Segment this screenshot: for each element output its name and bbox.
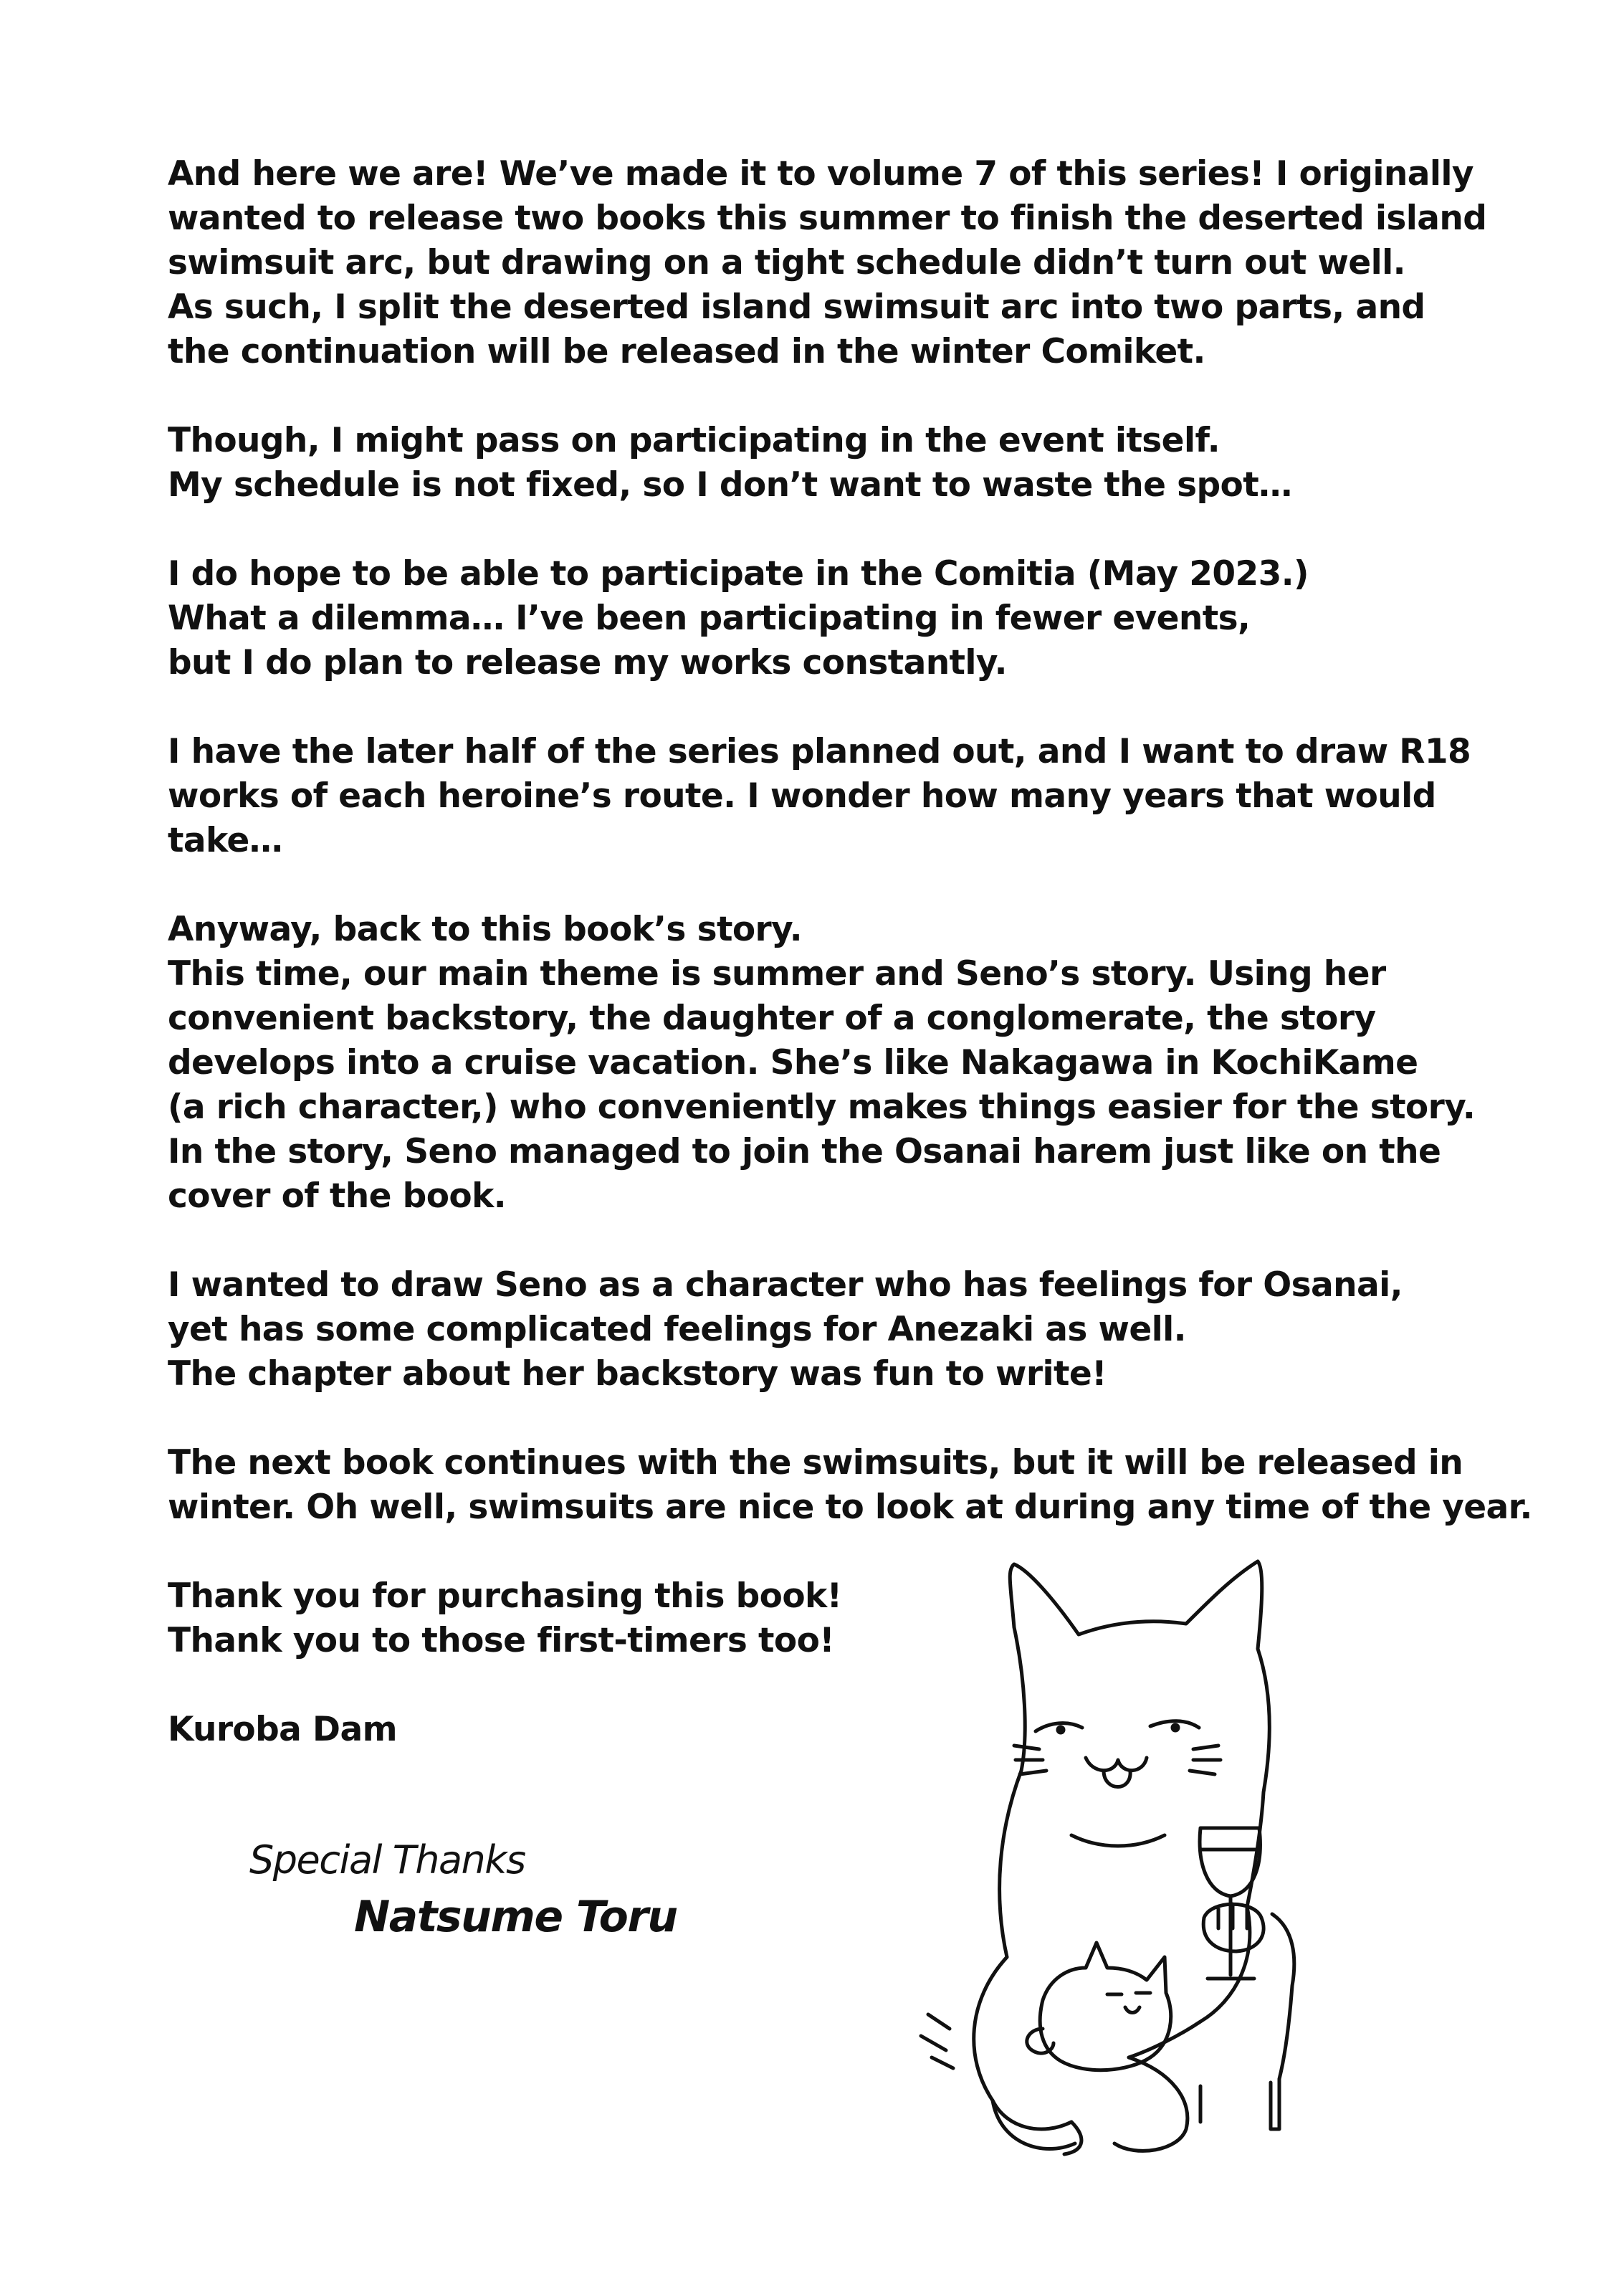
afterword-line: I do hope to be able to participate in the Comitia (May 2023.) <box>168 554 1309 594</box>
afterword-line: The chapter about her backstory was fun to write! <box>168 1354 1107 1394</box>
afterword-line: swimsuit arc, but drawing on a tight schedule didn’t turn out well. <box>168 243 1405 282</box>
kitten <box>1040 1943 1171 2070</box>
afterword-paragraph <box>168 152 1487 374</box>
motion-lines <box>921 2014 953 2068</box>
afterword-line: I have the later half of the series planned out, and I want to draw R18 <box>168 732 1471 771</box>
afterword-paragraph <box>168 908 1476 1219</box>
afterword-line: cover of the book. <box>168 1176 507 1216</box>
cat-chin <box>1071 1835 1165 1846</box>
afterword-line: wanted to release two books this summer to finish the deserted island <box>168 199 1487 238</box>
afterword-line: I wanted to draw Seno as a character who has feelings for Osanai, <box>168 1265 1403 1305</box>
afterword-line: the continuation will be released in the winter Comiket. <box>168 332 1205 371</box>
cat-tongue <box>1104 1771 1130 1787</box>
afterword-line: Thank you for purchasing this book! <box>168 1576 842 1616</box>
afterword-paragraph <box>168 419 1472 508</box>
afterword-line: As such, I split the deserted island swimsuit arc into two parts, and <box>168 287 1425 327</box>
afterword-line: In the story, Seno managed to join the Osanai harem just like on the <box>168 1132 1441 1171</box>
cat-mouth <box>1086 1758 1147 1771</box>
special-thanks-name: Natsume Toru <box>354 1892 677 1942</box>
afterword-line: take… <box>168 821 283 860</box>
cat-paw <box>1203 1904 1264 1951</box>
special-thanks-label: Special Thanks <box>249 1837 525 1883</box>
afterword-line: winter. Oh well, swimsuits are nice to look at during any time of the year. <box>168 1488 1532 1527</box>
afterword-line: My schedule is not fixed, so I don’t want to waste the spot… <box>168 465 1292 505</box>
afterword-line: Kuroba Dam <box>168 1710 397 1749</box>
afterword-paragraph <box>168 730 1472 863</box>
afterword-line: Anyway, back to this book’s story. <box>168 910 803 949</box>
kitten-face <box>1107 1993 1150 2013</box>
afterword-line: but I do plan to release my works constantly. <box>168 643 1007 682</box>
afterword-paragraph <box>168 1263 1472 1396</box>
cat-feet <box>993 2057 1188 2154</box>
afterword-line: This time, our main theme is summer and Seno’s story. Using her <box>168 954 1386 994</box>
afterword-line: convenient backstory, the daughter of a conglomerate, the story <box>168 999 1376 1038</box>
afterword-line: The next book continues with the swimsuits, but it will be released in <box>168 1443 1463 1482</box>
cat-whiskers-left <box>1014 1746 1046 1774</box>
afterword-paragraph <box>168 552 1472 685</box>
afterword-line: develops into a cruise vacation. She’s like Nakagawa in KochiKame <box>168 1043 1418 1082</box>
afterword-text <box>168 152 1532 1796</box>
afterword-line: yet has some complicated feelings for Anezaki as well. <box>168 1310 1186 1349</box>
cat-whiskers-right <box>1190 1746 1221 1774</box>
afterword-line: (a rich character,) who conveniently makes things easier for the story. <box>168 1087 1476 1127</box>
afterword-line: What a dilemma… I’ve been participating in fewer events, <box>168 599 1251 638</box>
afterword-line: Thank you to those first-timers too! <box>168 1621 835 1660</box>
afterword-line: works of each heroine’s route. I wonder how many years that would <box>168 776 1436 816</box>
afterword-line: And here we are! We’ve made it to volume 7 of this series! I originally <box>168 154 1473 194</box>
special-thanks <box>249 1837 677 1943</box>
cat-holding-wine-glass-and-kitten-icon <box>899 1556 1365 2165</box>
afterword-paragraph <box>168 1441 1532 1530</box>
afterword-line: Though, I might pass on participating in the event itself. <box>168 421 1220 460</box>
